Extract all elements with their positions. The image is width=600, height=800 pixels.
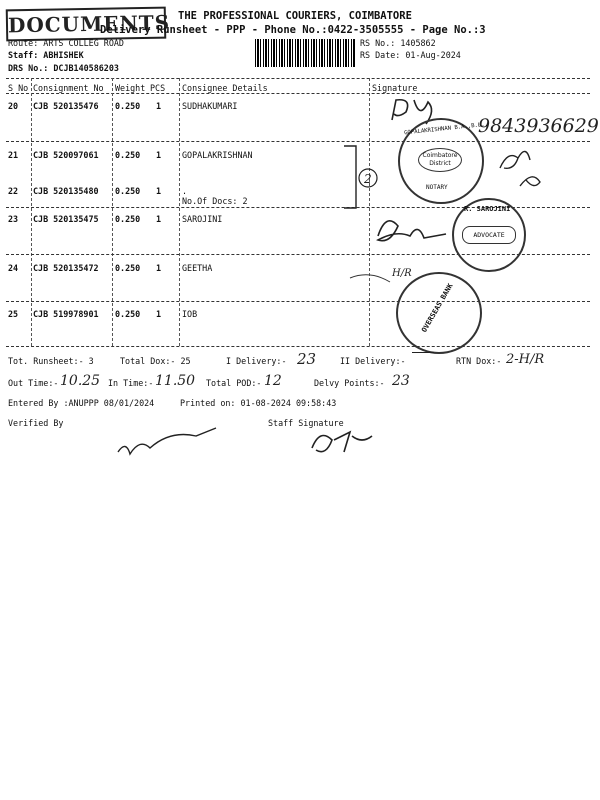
col-weight: Weight — [115, 83, 146, 93]
i-delivery-value: 23 — [297, 350, 317, 368]
row-consignment: CJB 519978901 — [33, 309, 99, 319]
i-delivery-label: I Delivery:- — [226, 356, 287, 366]
verified-by-label: Verified By — [8, 418, 64, 428]
delvy-points-label: Delvy Points:- — [314, 378, 385, 388]
col-pcs: PCS — [150, 83, 166, 93]
runsheet-subtitle: Delivery Runsheet - PPP - Phone No.:0422-3505555 - Page No.:3 — [100, 24, 486, 36]
row-weight: 0.250 — [115, 309, 141, 319]
bracket-number: 2 — [364, 172, 372, 186]
row-pcs: 1 — [156, 186, 162, 196]
row-pcs: 1 — [156, 263, 162, 273]
bank-seal-text: OVERSEAS BANK — [420, 282, 455, 334]
verified-scribble — [118, 428, 216, 454]
row-weight: 0.250 — [115, 101, 141, 111]
row-weight: 0.250 — [115, 263, 141, 273]
rtn-dox-label: RTN Dox:- — [456, 356, 502, 366]
entered-by: Entered By :ANUPPP 08/01/2024 — [8, 398, 155, 408]
rs-number: RS No.: 1405862 — [360, 38, 436, 48]
row-consignee: IOB — [182, 309, 198, 319]
bank-seal — [396, 272, 482, 354]
row-pcs: 1 — [156, 309, 162, 319]
signature-row-23 — [378, 221, 446, 241]
row-consignment: CJB 520097061 — [33, 150, 99, 160]
row-weight: 0.250 — [115, 214, 141, 224]
notary-seal — [398, 118, 489, 204]
col-signature: Signature — [372, 83, 418, 93]
staff-signature-scribble — [312, 432, 372, 452]
staff-label: Staff: ABHISHEK — [8, 50, 84, 60]
row-sno: 20 — [8, 101, 19, 111]
in-time-value: 11.50 — [155, 373, 196, 389]
col-consignee: Consignee Details — [182, 83, 268, 93]
out-time-label: Out Time:- — [8, 378, 59, 388]
rs-date: RS Date: 01-Aug-2024 — [360, 50, 461, 60]
route-label: Route: ARTS COLLEG ROAD — [8, 38, 124, 48]
in-time-label: In Time:- — [108, 378, 154, 388]
signature-row-21 — [500, 151, 540, 186]
documents-stamp: DOCUMENTS — [6, 7, 167, 42]
bracket-mark — [344, 146, 356, 208]
staff-signature-label: Staff Signature — [268, 418, 344, 428]
row-consignment: CJB 520135475 — [33, 214, 99, 224]
row-consignment: CJB 520135472 — [33, 263, 99, 273]
out-time-value: 10.25 — [60, 373, 101, 389]
row-doc-count: No.Of Docs: 2 — [182, 196, 248, 206]
row-consignee: . — [182, 186, 188, 196]
drs-number: DRS No.: DCJB140586203 — [8, 63, 119, 73]
row-weight: 0.250 — [115, 150, 141, 160]
row-sno: 23 — [8, 214, 19, 224]
delvy-points-value: 23 — [392, 373, 410, 389]
rtn-dox-value: 2-H/R — [506, 352, 545, 367]
tot-runsheet: Tot. Runsheet:- 3 — [8, 356, 94, 366]
row-weight: 0.250 — [115, 186, 141, 196]
row-pcs: 1 — [156, 150, 162, 160]
notary-seal-center: Coimbatore District — [418, 148, 462, 172]
ii-delivery-label: II Delivery:- — [340, 356, 406, 366]
row-pcs: 1 — [156, 214, 162, 224]
row-pcs: 1 — [156, 101, 162, 111]
company-title: THE PROFESSIONAL COURIERS, COIMBATORE — [178, 10, 412, 22]
advocate-seal — [452, 198, 526, 272]
advocate-seal-top: R. SAROJINI — [464, 205, 511, 213]
total-pod-value: 12 — [264, 373, 282, 389]
hr-scribble — [350, 275, 390, 282]
row-consignment: CJB 520135476 — [33, 101, 99, 111]
ii-delivery-dash — [412, 352, 434, 353]
row-consignee: GEETHA — [182, 263, 213, 273]
row-sno: 24 — [8, 263, 19, 273]
notary-seal-bottom: NOTARY — [426, 184, 448, 191]
row-consignee: SAROJINI — [182, 214, 223, 224]
handwritten-phone: 9843936629 — [478, 115, 599, 137]
total-dox: Total Dox:- 25 — [120, 356, 191, 366]
row-sno: 22 — [8, 186, 19, 196]
col-consignment: Consignment No — [33, 83, 104, 93]
hr-mark: H/R — [392, 268, 412, 279]
row-sno: 25 — [8, 309, 19, 319]
notary-seal-top: GOPALAKRISHNAN B.A.,B.L., — [403, 121, 489, 137]
total-pod-label: Total POD:- — [206, 378, 262, 388]
printed-on: Printed on: 01-08-2024 09:58:43 — [180, 398, 337, 408]
advocate-seal-center: ADVOCATE — [462, 226, 516, 244]
row-consignment: CJB 520135480 — [33, 186, 99, 196]
row-consignee: GOPALAKRISHNAN — [182, 150, 253, 160]
col-sno: S No — [8, 83, 29, 93]
row-consignee: SUDHAKUMARI — [182, 101, 238, 111]
row-sno: 21 — [8, 150, 19, 160]
